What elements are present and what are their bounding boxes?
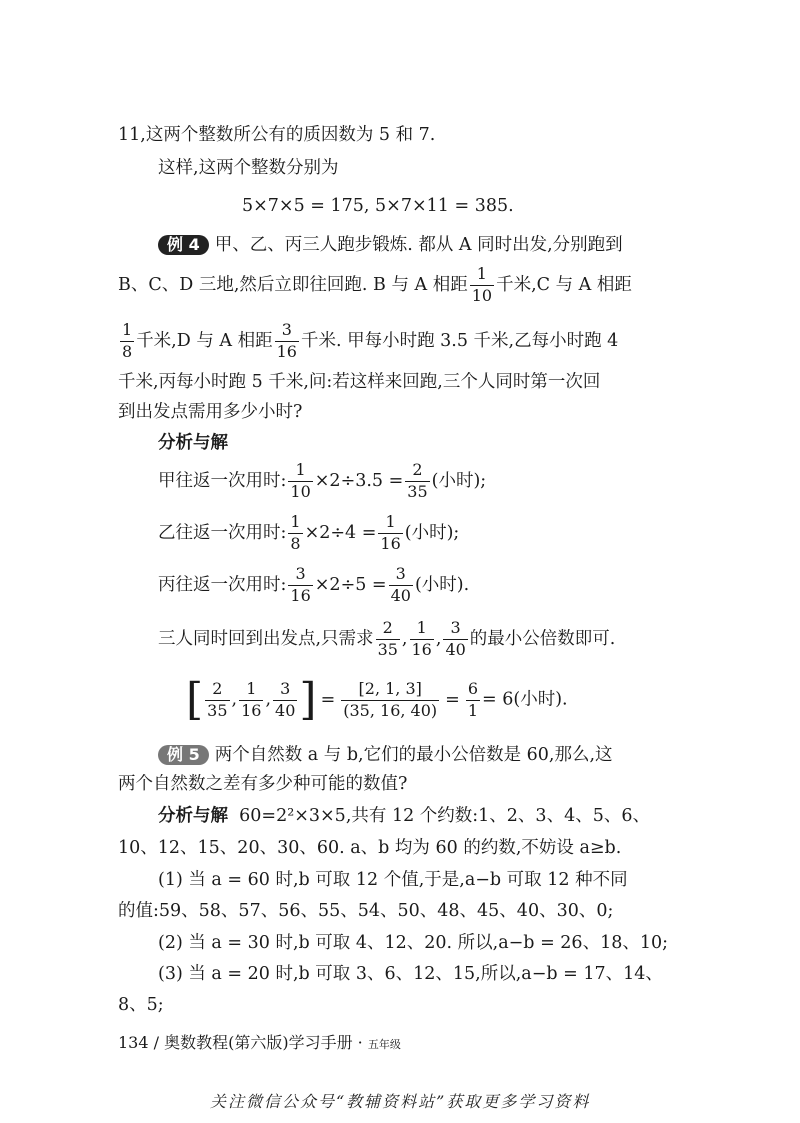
right-bracket: ] [299,674,317,725]
lcm-equation: [ $\frac{2}{35}$ , $\frac{1}{16}$ , $\frac{3}{40}$ ] = $\frac{[2, 1, 3]}{(35, 16, 40)}$ = $\frac{6}{1}$ = 6(小时). [186,674,568,725]
text: B、C、D 三地,然后立即往回跑. B 与 A 相距 [118,274,468,295]
fraction: $\frac{2}{35}$ [207,678,228,720]
fraction: $\frac{6}{1}$ [467,678,479,720]
text: 甲、乙、丙三人跑步锻炼. 都从 A 同时出发,分别跑到 [214,235,623,255]
text-line: 到出发点需用多少小时? [118,402,303,422]
text: (小时). [414,574,470,595]
fraction: $\frac{3}{16}$ [290,564,311,605]
solution-line [158,808,650,826]
text-line: (1) 当 a = 60 时,b 可取 12 个值,于是,a−b 可取 12 种不同 [158,870,628,890]
solution-line: 三人同时回到出发点,只需求 $\frac{2}{35}$ , $\frac{1}{16}$ , $\frac{3}{40}$ 的最小公倍数即可. [158,618,616,659]
fraction: $\frac{1}{16}$ [380,512,401,553]
text-line: (2) 当 a = 30 时,b 可取 4、12、20. 所以,a−b = 26、18、10; [158,933,669,953]
example-4-label: 例 4 [158,235,209,255]
text-line: 两个自然数之差有多少种可能的数值? [118,774,408,794]
book-title: 奥数教程(第六版)学习手册 · [164,1033,363,1052]
text: 丙往返一次用时: [158,574,287,595]
page-number: 134 / [118,1033,160,1052]
example-4-line [118,322,618,361]
fraction: $\frac{3}{40}$ [445,618,466,659]
page-footer [118,1035,401,1051]
text: 乙往返一次用时: [158,522,287,543]
solution-heading: 分析与解 [158,806,228,826]
text: ×2÷3.5 = [314,470,404,491]
example-5-line [158,745,613,765]
text: 60=2²×3×5,共有 12 个约数:1、2、3、4、5、6、 [239,806,650,826]
fraction: $\frac{1}{10}$ [471,264,493,305]
solution-line [158,566,469,605]
example-5-label: 例 5 [158,745,209,765]
solution-line [158,462,486,501]
example-4-line [118,266,632,305]
fraction: $\frac{3}{40}$ [390,564,411,605]
fraction: $\frac{1}{16}$ [411,618,432,659]
text: (小时); [431,470,487,491]
left-bracket: [ [186,674,204,725]
solution-line [158,514,459,553]
fraction: $\frac{2}{35}$ [407,460,428,501]
text: 甲往返一次用时: [158,470,287,491]
fraction: $\frac{1}{16}$ [241,678,262,720]
example-4-line [158,235,623,255]
fraction: $\frac{[2, 1, 3]}{(35, 16, 40)}$ [343,678,438,720]
fraction: $\frac{3}{16}$ [276,320,297,361]
equation-line: 5×7×5 = 175, 5×7×11 = 385. [242,196,514,216]
text: (小时); [404,522,460,543]
text: ×2÷4 = [304,522,377,543]
text-line: 10、12、15、20、30、60. a、b 均为 60 的约数,不妨设 a≥b. [118,838,622,858]
text: 千米,C 与 A 相距 [496,274,632,295]
fraction: $\frac{1}{10}$ [290,460,311,501]
text: 的最小公倍数即可. [469,628,616,649]
text-line: 的值:59、58、57、56、55、54、50、48、45、40、30、0; [118,901,614,921]
watermark-text: 关注微信公众号“教辅资料站”获取更多学习资料 [210,1092,591,1111]
text-line: 这样,这两个整数分别为 [158,158,339,178]
text: 三人同时回到出发点,只需求 [158,628,374,649]
grade-label: 五年级 [367,1038,401,1051]
text-line: (3) 当 a = 20 时,b 可取 3、6、12、15,所以,a−b = 17、14、 [158,964,663,984]
text: 两个自然数 a 与 b,它们的最小公倍数是 60,那么,这 [214,745,613,765]
text: = 6(小时). [482,689,568,710]
fraction: $\frac{2}{35}$ [377,618,398,659]
text: 千米,D 与 A 相距 [136,330,273,351]
text: ×2÷5 = [314,574,387,595]
fraction: $\frac{3}{40}$ [275,678,296,720]
text-line: 11,这两个整数所公有的质因数为 5 和 7. [118,125,436,145]
text-line: 8、5; [118,995,164,1015]
solution-heading: 分析与解 [158,433,228,453]
text: 千米. 甲每小时跑 3.5 千米,乙每小时跑 4 [300,330,619,351]
fraction: $\frac{1}{8}$ [290,512,301,553]
text-line: 千米,丙每小时跑 5 千米,问:若这样来回跑,三个人同时第一次回 [118,372,601,392]
fraction: $\frac{1}{8}$ [122,320,133,361]
